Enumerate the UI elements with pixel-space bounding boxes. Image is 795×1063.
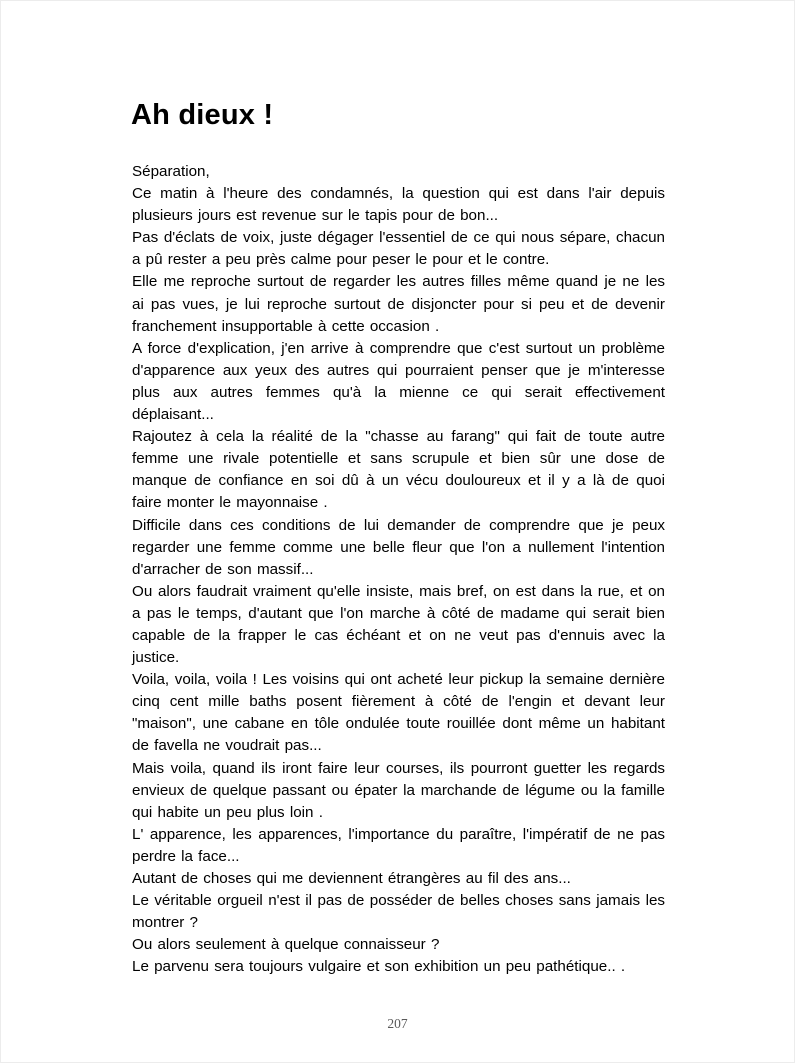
paragraph: A force d'explication, j'en arrive à comprendre que c'est surtout un problème d'apparence aux yeux des autres qui pourraient penser que je m'interesse plus aux autres femmes qu'à la mienne ce qui serait effectivement déplaisant... — [132, 339, 665, 424]
paragraph: Le véritable orgueil n'est il pas de posséder de belles choses sans jamais les montrer ? — [132, 892, 665, 932]
paragraph: Ce matin à l'heure des condamnés, la question qui est dans l'air depuis plusieurs jours est revenue sur le tapis pour de bon... — [132, 185, 665, 225]
body-text — [132, 161, 665, 978]
paragraph: Voila, voila, voila ! Les voisins qui ont acheté leur pickup la semaine dernière cinq cent mille baths posent fièrement à côté de l'engin et devant leur "maison", une cabane en tôle ondulée toute rouillée dont même un habitant de favella ne voudrait pas... — [132, 671, 665, 755]
page-title: Ah dieux ! — [131, 99, 274, 131]
paragraph: Difficile dans ces conditions de lui demander de comprendre que je peux regarder une femme comme une belle fleur que l'on a nullement l'intention d'arracher de son massif... — [132, 516, 665, 578]
paragraph: Ou alors faudrait vraiment qu'elle insiste, mais bref, on est dans la rue, et on a pas le temps, d'autant que l'on marche à côté de madame qui serait bien capable de la frapper le cas échéant et on ne veut pas d'ennuis avec la justice. — [132, 582, 665, 667]
paragraph: Mais voila, quand ils iront faire leur courses, ils pourront guetter les regards envieux de quelque passant ou épater la marchande de légume ou la famille qui habite un peu plus loin . — [132, 759, 665, 821]
paragraph: Ou alors seulement à quelque connaisseur ? — [132, 936, 440, 954]
paragraph: Séparation, — [132, 163, 210, 180]
paragraph: Pas d'éclats de voix, juste dégager l'essentiel de ce qui nous sépare, chacun a pû rester a peu près calme pour peser le pour et le contre. — [132, 229, 665, 269]
page-number: 207 — [387, 1016, 408, 1031]
paragraph: L' apparence, les apparences, l'importance du paraître, l'impératif de ne pas perdre la face... — [132, 825, 665, 865]
paragraph: Le parvenu sera toujours vulgaire et son exhibition un peu pathétique.. . — [132, 958, 626, 976]
paragraph: Elle me reproche surtout de regarder les autres filles même quand je ne les ai pas vues, je lui reproche surtout de disjoncter pour si peu et de devenir franchement insupportable à cette occasion . — [132, 273, 665, 335]
paragraph: Rajoutez à cela la réalité de la "chasse au farang" qui fait de toute autre femme une rivale potentielle et sans scrupule et bien sûr une dose de manque de confiance en soi dû à un vécu douloureux et il y a là de quoi faire monter le mayonnaise . — [132, 428, 665, 512]
paragraph: Autant de choses qui me deviennent étrangères au fil des ans... — [132, 870, 571, 887]
